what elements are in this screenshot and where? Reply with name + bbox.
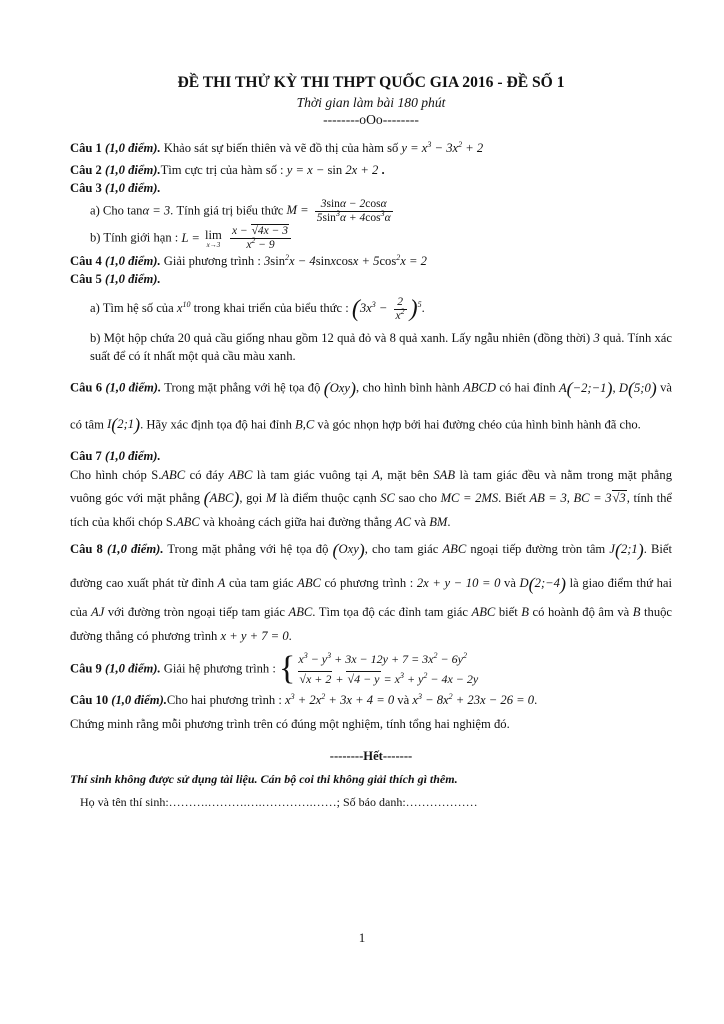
end-marker: --------Hết------- (329, 748, 413, 763)
question-6-points: (1,0 điểm). (105, 380, 162, 395)
question-5b (70, 330, 672, 366)
question-8-text-3: ngoại tiếp đường tròn tâm (466, 541, 610, 556)
question-3b-limit: L = lim x→3 $\frac{x - √4x - 3}{x^2 - 9}$ (181, 231, 294, 245)
question-7-text-3: là tam giác vuông tại (252, 467, 373, 482)
question-8-text-13: thuộc đường thẳng có phương trình (70, 605, 673, 644)
exam-note: Thí sinh không được sử dụng tài liệu. Cán bộ coi thi không giải thích gì thêm. (70, 772, 458, 787)
question-5-points: (1,0 điểm). (105, 271, 161, 286)
question-3a-prefix: a) Cho (90, 203, 128, 218)
question-4 (70, 253, 672, 271)
question-7-text-2: có đáy (185, 467, 229, 482)
question-7-text-4: , mặt bên (379, 467, 434, 482)
question-6-text-6: và góc nhọn hợp bởi hai đường chéo của hình bình hành đã cho. (314, 417, 641, 432)
question-4-text: Giải phương trình : (160, 253, 264, 268)
question-5-label: Câu 5 (70, 271, 102, 286)
question-3b-prefix: b) Tính giới hạn : (90, 230, 182, 245)
question-7-text-13: . (447, 515, 451, 530)
question-3a (70, 198, 672, 225)
question-8-label: Câu 8 (70, 541, 103, 556)
question-2-text: Tìm cực trị của hàm số : (160, 163, 287, 177)
exam-title: ĐỀ THI THỬ KỲ THI THPT QUỐC GIA 2016 - ĐỀ SỐ 1 (177, 74, 565, 91)
question-8-text-5: của tam giác (225, 575, 298, 590)
question-7-header (70, 448, 672, 466)
question-10: Câu 10 (1,0 điểm).Cho hai phương trình : $x^3 + 2x^2 + 3x + 4 = 0$ và $x^3 - 8x^2 + 23x - 26 = 0$. (70, 691, 538, 707)
question-1 (70, 140, 672, 158)
question-8-text-12: có hoành độ âm và (529, 605, 633, 620)
question-7-label: Câu 7 (70, 448, 102, 463)
question-2-label: Câu 2 (70, 163, 102, 177)
title-separator: --------oOo-------- (323, 111, 419, 127)
question-6 (70, 370, 672, 444)
exam-duration: Thời gian làm bài 180 phút (296, 95, 446, 111)
question-5a-mid: trong khai triển của biểu thức : (190, 301, 352, 316)
question-9-text: Giải hệ phương trình : (160, 661, 280, 676)
question-2: Câu 2 (1,0 điểm).Tìm cực trị của hàm số : y = x − sin 2x + 2 . (70, 163, 385, 177)
question-9-label: Câu 9 (70, 661, 102, 676)
question-8: Câu 8 (1,0 điểm). Trong mặt phẳng với hệ tọa độ (Oxy), cho tam giác ABC ngoại tiếp đường tròn tâm J(2;1). Biết đường cao xuất phát từ đỉnh A của tam giác ABC có phương trình : 2x + y − 10 = 0 và D(2;−4) là giao điểm thứ hai của AJ với đường tròn ngoại tiếp tam giác ABC. Tìm tọa độ các đỉnh tam giác ABC biết B có hoành độ âm và B thuộc đường thẳng có phương trình x + y + 7 = 0. (70, 539, 673, 644)
question-2-formula: y = x − sin 2x + 2 (286, 163, 379, 177)
system-equation-1: $x^3 - y^3 + 3x - 12y + 7 = 3x^2 - 6y^2$ (298, 651, 467, 666)
question-1-text: Khảo sát sự biến thiên và vẽ đồ thị của hàm số (160, 141, 402, 156)
question-7-text-1: Cho hình chóp S. (70, 467, 162, 482)
question-8-text-8: là giao điểm thứ hai của (70, 575, 672, 620)
question-7: Cho hình chóp S.ABC có đáy ABC là tam giác vuông tại A, mặt bên SAB là tam giác đều và nằm trong mặt phẳng vuông góc với mặt phẳng (ABC), gọi M là điểm thuộc cạnh SC sao cho MC = 2MS. Biết AB = 3, BC = 3√3, tính thể tích của khối chóp S.ABC và khoảng cách giữa hai đường thẳng AC và BM. (70, 467, 672, 530)
question-8-text-1: Trong mặt phẳng với hệ tọa độ (163, 541, 333, 556)
vertices-b-c: B,C (295, 417, 315, 432)
question-5a-prefix: a) Tìm hệ số của (90, 301, 177, 316)
question-7-text-7: là điểm thuộc cạnh (276, 491, 381, 506)
question-7-text-12: và (411, 515, 430, 530)
question-8-text-6: có phương trình : (320, 575, 417, 590)
question-5b-count: 3 (593, 331, 600, 346)
candidate-info-line: Họ và tên thí sinh:……….……….….………….……; Số báo danh:……………… (80, 795, 478, 810)
question-6-text-1: Trong mặt phẳng với hệ tọa độ (161, 380, 324, 395)
question-3a-expression: M = $\frac{3\sin\alpha - 2\cos\alpha}{5\sin^3\alpha + 4\cos^3\alpha}$ (286, 197, 391, 224)
question-7-points: (1,0 điểm). (105, 448, 161, 463)
question-3-label: Câu 3 (70, 180, 102, 195)
center-i: I(2;1) (107, 415, 141, 436)
question-2-points: (1,0 điểm). (105, 163, 161, 177)
question-9-system: { $x^3 - y^3 + 3x - 12y + 7 = 3x^2 - 6y^2$ $√x + 2 + √4 - y = x^3 + y^2 - 4x - 2y$ (279, 649, 478, 690)
question-6-text-5: . Hãy xác định tọa độ hai đỉnh (140, 417, 296, 432)
question-3a-given: tanα = 3 (127, 203, 171, 218)
question-4-label: Câu 4 (70, 253, 102, 268)
question-4-points: (1,0 điểm). (105, 253, 161, 268)
question-8-text-14: . (288, 629, 292, 644)
question-5 (70, 271, 672, 289)
question-10-label: Câu 10 (70, 692, 109, 707)
question-8-text-10: . Tìm tọa độ các đỉnh tam giác (312, 605, 472, 620)
question-3 (70, 180, 672, 198)
parallelogram-abcd: ABCD (463, 380, 497, 395)
question-10-points: (1,0 điểm). (111, 692, 167, 707)
system-equation-2: $√x + 2 + √4 - y = x^3 + y^2 - 4x - 2y$ (299, 671, 479, 687)
question-7-text-6: , gọi (239, 491, 266, 506)
question-10-text-1: Cho hai phương trình : (166, 692, 285, 707)
question-1-points: (1,0 điểm). (105, 141, 161, 156)
question-9-points: (1,0 điểm). (105, 661, 161, 676)
question-5a-term: $x^{10}$ (176, 300, 191, 316)
question-6-label: Câu 6 (70, 380, 103, 395)
question-1-formula: $y = x^3 - 3x^2 + 2$ (401, 139, 484, 156)
question-5a: a) Tìm hệ số của $x^{10}$ trong khai triển của biểu thức : ($3x^3$ − $\frac{2}{x^2}$ )$^5$. (90, 295, 425, 323)
question-5b-text-2: quả. Tính xác suất để có ít nhất một quả cầu màu xanh. (90, 331, 672, 364)
question-8-text-4: . Biết đường cao xuất phát từ đỉnh (70, 541, 672, 590)
question-8-text-2: , cho tam giác (364, 541, 443, 556)
question-3b (70, 225, 672, 252)
question-6-text-2: , cho hình bình hành (355, 380, 464, 395)
question-8-text-9: với đường tròn ngoại tiếp tam giác (104, 605, 289, 620)
exam-page (70, 72, 672, 811)
question-6-text-4: và có tâm (70, 380, 672, 432)
question-4-equation: $3\sin^2x$ − 4sinxcosx + $5\cos^2x = 2$ (264, 252, 427, 268)
question-7-text-8: sao cho (394, 491, 441, 506)
question-5b-text-1: b) Một hộp chứa 20 quả cầu giống nhau gồm 12 quả đỏ và 8 quả xanh. Lấy ngẫu nhiên (đồng thời) (90, 331, 594, 346)
question-9 (70, 649, 672, 690)
question-5a-expression: ($3x^3$ − $\frac{2}{x^2}$ )$^5$ (351, 295, 422, 323)
question-3a-mid: . Tính giá trị biểu thức (170, 203, 287, 218)
question-8-text-11: biết (495, 605, 522, 620)
question-10-text-2: và (394, 692, 413, 707)
vertex-a-d: A(−2;−1), D(5;0) (558, 378, 657, 399)
question-7-text-11: và khoảng cách giữa hai đường thẳng (199, 515, 395, 530)
question-7-text-10: , tính thể tích của khối chóp S. (70, 491, 672, 530)
question-8-points: (1,0 điểm). (106, 541, 164, 556)
question-8-text-7: và (500, 575, 520, 590)
page-number: 1 (358, 930, 366, 945)
question-6-text-3: có hai đỉnh (496, 380, 559, 395)
question-10-task: Chứng minh rằng mỗi phương trình trên có đúng một nghiệm, tính tổng hai nghiệm đó. (70, 716, 510, 731)
equation-2: $x^3 - 8x^2 + 23x - 26 = 0$ (412, 691, 535, 707)
question-1-label: Câu 1 (70, 141, 102, 156)
question-3-points: (1,0 điểm). (105, 180, 161, 195)
question-7-text-5: là tam giác đều và nằm trong mặt phẳng vuông góc với mặt phẳng (70, 467, 672, 506)
equation-1: $x^3 + 2x^2 + 3x + 4 = 0$ (285, 691, 395, 707)
coord-system-oxy: (Oxy) (323, 378, 356, 399)
question-7-text-9: . Biết (498, 491, 530, 506)
